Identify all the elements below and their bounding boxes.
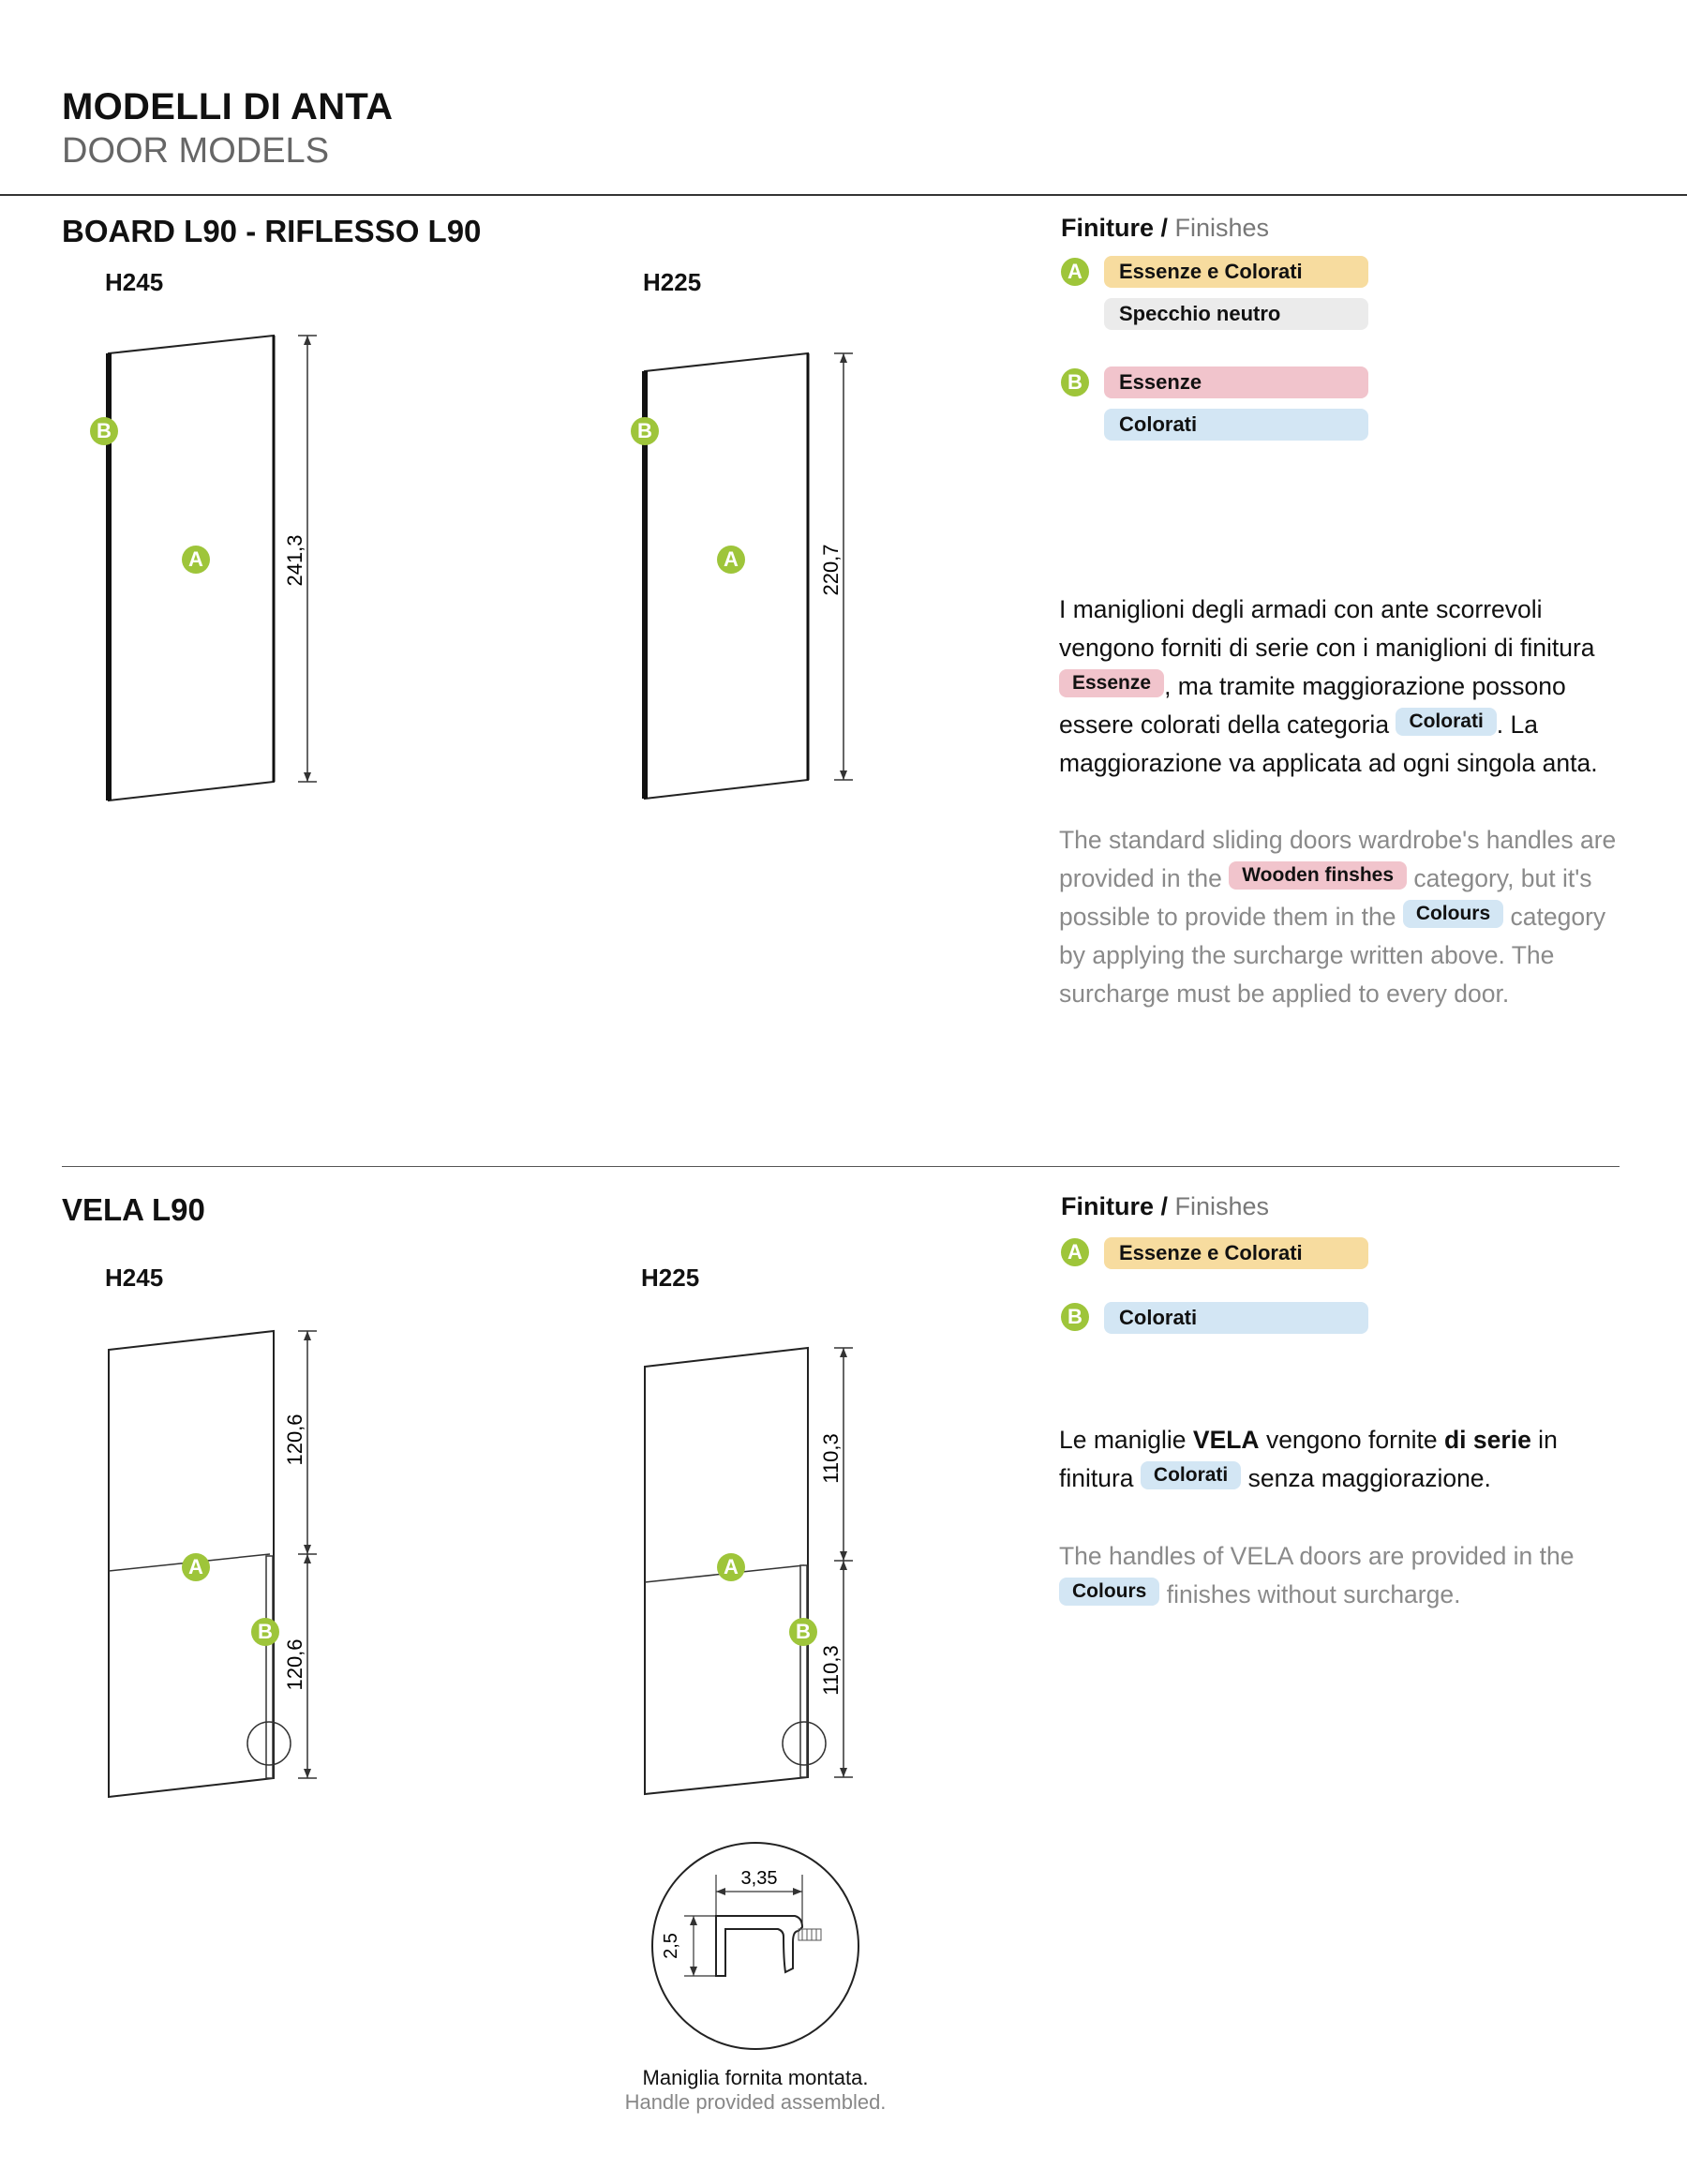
section2-title: VELA L90	[62, 1192, 205, 1227]
section2-note-en	[1059, 1537, 1621, 1614]
note-bold: di serie	[1444, 1426, 1531, 1454]
finish-chip-essenze-colorati: Essenze e Colorati	[1104, 1237, 1368, 1269]
note-text: The standard sliding doors wardrobe's handles are provided in the	[1059, 826, 1617, 892]
finishes-heading-it: Finiture	[1061, 1192, 1154, 1220]
section1-note-en	[1059, 821, 1621, 1013]
board-door-h245-drawing	[109, 336, 317, 800]
dimension-label: 220,7	[819, 544, 843, 596]
badge-b-marker: B	[251, 1618, 279, 1646]
note-text: , ma tramite maggiorazione possono essere colorati della categoria	[1059, 672, 1566, 739]
page-subtitle: DOOR MODELS	[62, 131, 330, 171]
finish-badge-a: A	[1061, 1238, 1089, 1266]
finish-chip-colorati: Colorati	[1104, 1302, 1368, 1334]
inline-chip-essenze: Essenze	[1059, 669, 1164, 697]
note-text: category by applying the surcharge written above. The surcharge must be applied to every door.	[1059, 903, 1606, 1008]
finish-chip-specchio-neutro: Specchio neutro	[1104, 298, 1368, 330]
note-text: senza maggiorazione.	[1247, 1464, 1491, 1492]
dimension-label-top: 120,6	[283, 1414, 306, 1466]
finish-badge-b: B	[1061, 1303, 1089, 1331]
section1-door-left-height: H245	[105, 268, 164, 296]
note-text: category, but it's possible to provide them in the	[1059, 864, 1592, 931]
note-text: . La maggiorazione va applicata ad ogni singola anta.	[1059, 711, 1598, 777]
inline-chip-colorati: Colorati	[1141, 1461, 1241, 1489]
note-text: vengono fornite	[1259, 1426, 1444, 1454]
detail-height-label: 2,5	[661, 1933, 681, 1959]
vela-door-h245-drawing	[109, 1331, 317, 1797]
finish-badge-a: A	[1061, 258, 1089, 286]
board-door-h225-drawing	[645, 353, 853, 799]
finishes-heading-en: Finishes	[1174, 214, 1270, 242]
caption-en: Handle provided assembled.	[624, 2090, 887, 2114]
detail-width-label: 3,35	[740, 1868, 778, 1889]
inline-chip-wooden-finshes: Wooden finshes	[1229, 861, 1407, 890]
badge-b-marker: B	[631, 417, 659, 445]
inline-chip-colorati: Colorati	[1396, 708, 1496, 736]
note-bold: VELA	[1192, 1426, 1260, 1454]
dimension-label-bottom: 110,3	[819, 1645, 843, 1696]
dimension-label-top: 110,3	[819, 1433, 843, 1484]
section2-finishes-heading	[1061, 1192, 1269, 1221]
finish-chip-essenze: Essenze	[1104, 366, 1368, 398]
note-text: in finitura	[1059, 1426, 1558, 1492]
badge-a-marker: A	[717, 546, 745, 574]
inline-chip-colours: Colours	[1059, 1578, 1159, 1606]
finishes-separator: /	[1154, 1192, 1175, 1220]
badge-b-marker: B	[789, 1618, 817, 1646]
finish-chip-essenze-colorati: Essenze e Colorati	[1104, 256, 1368, 288]
section1-door-right-height: H225	[643, 268, 702, 296]
badge-a-marker: A	[182, 546, 210, 574]
section1-note-it	[1059, 591, 1621, 783]
section1-title: BOARD L90 - RIFLESSO L90	[62, 214, 482, 248]
vela-door-h225-drawing	[645, 1348, 853, 1794]
inline-chip-colours: Colours	[1403, 900, 1503, 928]
badge-b-marker: B	[90, 417, 118, 445]
note-text: The handles of VELA doors are provided in the	[1059, 1542, 1575, 1570]
note-text: Le maniglie	[1059, 1426, 1193, 1454]
finish-badge-b: B	[1061, 368, 1089, 396]
finish-chip-colorati: Colorati	[1104, 409, 1368, 441]
note-text: finishes without surcharge.	[1166, 1580, 1461, 1608]
note-text: I maniglioni degli armadi con ante scorrevoli vengono forniti di serie con i maniglioni di finitura	[1059, 595, 1595, 662]
section-divider	[62, 1166, 1620, 1167]
section2-note-it	[1059, 1421, 1621, 1498]
section2-door-right-height: H225	[641, 1264, 700, 1292]
badge-a-marker: A	[182, 1553, 210, 1581]
badge-a-marker: A	[717, 1553, 745, 1581]
dimension-label-bottom: 120,6	[283, 1638, 306, 1691]
caption-it: Maniglia fornita montata.	[642, 2066, 869, 2089]
finishes-separator: /	[1154, 214, 1175, 242]
section1-finishes-heading	[1061, 214, 1269, 243]
finishes-heading-it: Finiture	[1061, 214, 1154, 242]
finishes-heading-en: Finishes	[1174, 1192, 1270, 1220]
handle-caption	[568, 2066, 943, 2115]
page-title: MODELLI DI ANTA	[62, 86, 394, 127]
dimension-label: 241,3	[283, 534, 306, 587]
handle-detail-drawing	[652, 1843, 858, 2049]
section2-door-left-height: H245	[105, 1264, 164, 1292]
